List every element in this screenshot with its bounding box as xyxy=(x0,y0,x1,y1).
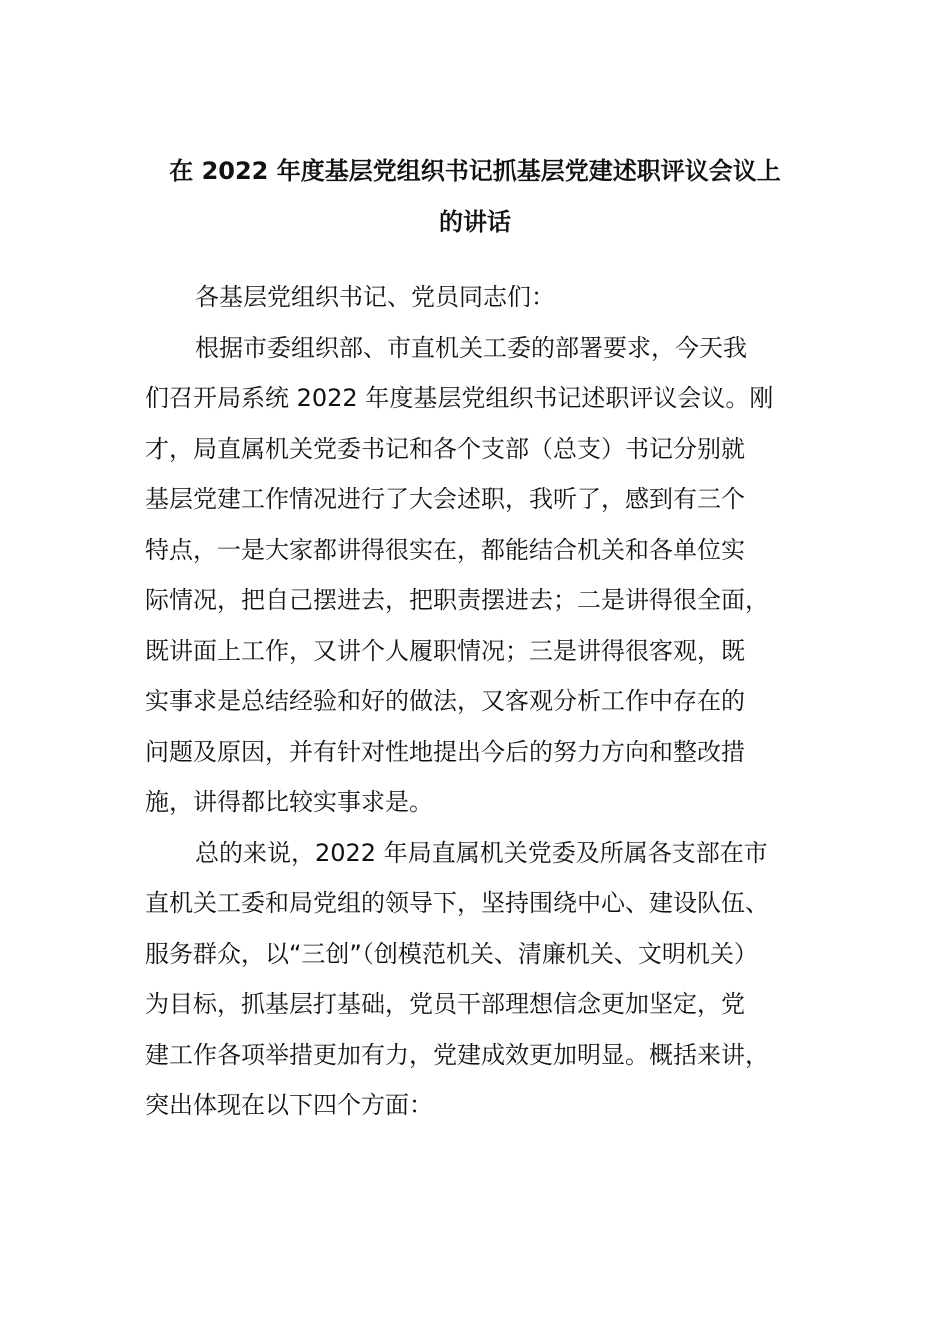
text-line: 实事求是总结经验和好的做法，又客观分析工作中存在的 xyxy=(145,687,745,715)
text-line: 才，局直属机关党委书记和各个支部（总支）书记分别就 xyxy=(145,434,745,463)
text-line: 问题及原因，并有针对性地提出今后的努力方向和整改措 xyxy=(145,737,745,766)
paragraph-summary xyxy=(145,828,815,1131)
document-title xyxy=(0,146,950,247)
title-line: 的讲话 xyxy=(439,207,511,236)
paragraph-opening xyxy=(145,323,815,828)
text-line: 基层党建工作情况进行了大会述职，我听了，感到有三个 xyxy=(145,485,745,513)
text-line: 总的来说，2022 年局直属机关党委及所属各支部在市 xyxy=(195,838,768,867)
text-line: 为目标，抓基层打基础，党员干部理想信念更加坚定，党 xyxy=(145,990,745,1018)
text-line: 各基层党组织书记、党员同志们： xyxy=(195,283,555,311)
text-line: 特点，一是大家都讲得很实在，都能结合机关和各单位实 xyxy=(145,535,745,564)
text-line: 服务群众，以“三创”（创模范机关、清廉机关、文明机关） xyxy=(145,939,758,968)
text-line: 突出体现在以下四个方面： xyxy=(145,1091,433,1119)
text-line: 际情况，把自己摆进去，把职责摆进去；二是讲得很全面， xyxy=(145,586,769,614)
text-line: 施，讲得都比较实事求是。 xyxy=(145,788,433,816)
text-line: 既讲面上工作，又讲个人履职情况；三是讲得很客观，既 xyxy=(145,636,745,665)
text-line: 建工作各项举措更加有力，党建成效更加明显。概括来讲， xyxy=(145,1040,769,1069)
text-line: 根据市委组织部、市直机关工委的部署要求，今天我 xyxy=(195,333,747,362)
title-line: 在 2022 年度基层党组织书记抓基层党建述职评议会议上 xyxy=(169,157,781,185)
paragraph-salutation xyxy=(145,272,815,323)
text-line: 直机关工委和局党组的领导下，坚持围绕中心、建设队伍、 xyxy=(145,889,769,917)
text-line: 们召开局系统 2022 年度基层党组织书记述职评议会议。刚 xyxy=(145,384,774,412)
document-body xyxy=(145,272,815,1131)
